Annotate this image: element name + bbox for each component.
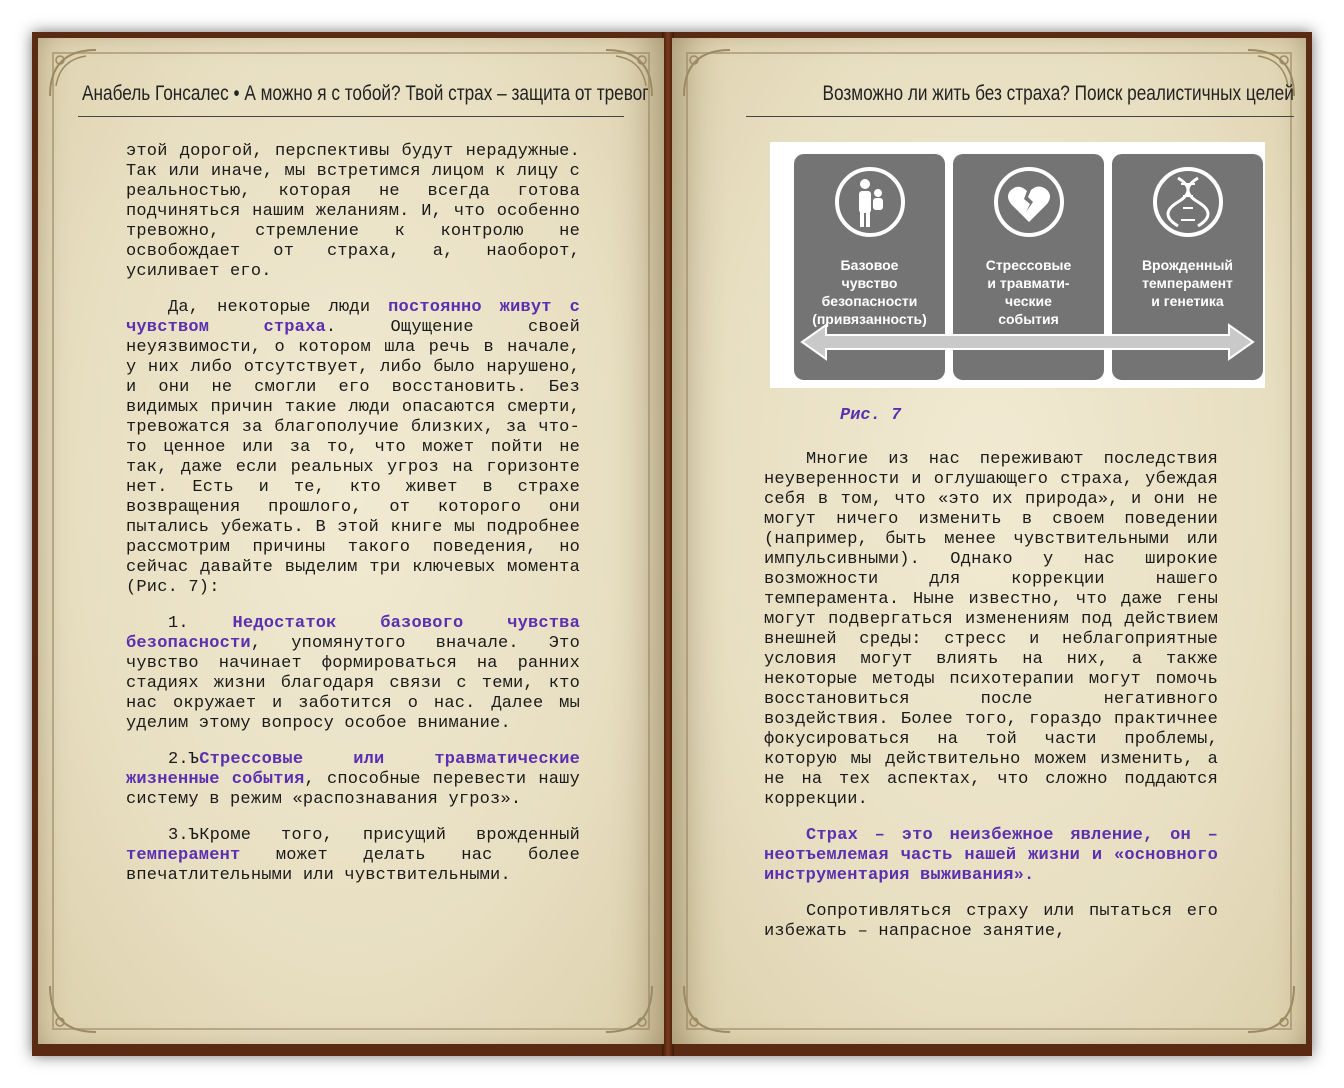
left-page bbox=[38, 38, 664, 1044]
text-run: , способные перевести нашу систему в режим «распознавания угроз». bbox=[126, 770, 580, 809]
text-run: Да, некоторые люди bbox=[168, 298, 389, 317]
ornament-corner-icon bbox=[46, 982, 100, 1036]
panel-label: Врожденный темперамент и генетика bbox=[1141, 257, 1234, 309]
list-number: 2.Ъ bbox=[168, 750, 200, 769]
highlighted-paragraph: Страх – это неизбежное явление, он – неотъемлемая часть нашей жизни и «основного инструментария выживания». bbox=[764, 826, 1218, 885]
running-header: Возможно ли жить без страха? Поиск реалистичных целей bbox=[822, 82, 1294, 105]
left-body-text bbox=[126, 142, 580, 902]
paragraph bbox=[126, 298, 580, 598]
dna-icon bbox=[1152, 166, 1224, 238]
ornament-corner-icon bbox=[680, 46, 734, 100]
broken-heart-icon bbox=[993, 166, 1065, 238]
text-run: . Ощущение своей неуязвимости, о котором шла речь в начале, у них либо отсутствует, либо было нарушено, и они не смогли его восстановить. Без видимых причин такие люди опасаются смерти, тревожатся за благополучие близких, за что-то ценное или за то, что может пойти не так, даже если реальных угроз на горизонте нет. Есть и те, кто живет в страхе возвращения прошлого, от которого они пытались убежать. В этой книге мы подробнее рассмотрим причины такого поведения, но сейчас давайте выделим три ключевых момента (Рис. 7): bbox=[126, 318, 580, 597]
list-item bbox=[126, 750, 580, 810]
highlighted-phrase: Стрессовые или травматические жизненные события bbox=[126, 750, 580, 789]
double-arrow-icon bbox=[800, 322, 1255, 362]
list-item bbox=[126, 826, 580, 886]
highlighted-phrase: Недостаток базового чувства безопасности bbox=[126, 614, 580, 653]
highlighted-phrase: темперамент bbox=[126, 846, 241, 865]
figure-diagram bbox=[770, 142, 1265, 388]
ornament-corner-icon bbox=[1244, 982, 1298, 1036]
list-number: 1. bbox=[168, 614, 233, 633]
ornament-corner-icon bbox=[602, 982, 656, 1036]
paragraph: Сопротивляться страху или пытаться его избежать – напрасное занятие, bbox=[764, 902, 1218, 941]
ornament-corner-icon bbox=[680, 982, 734, 1036]
paragraph: Многие из нас переживают последствия неуверенности и оглушающего страха, убеждая себя в том, что «это их природа», и они не могут ничего изменить в своем поведении (например, быть менее чувствительными или импульсивными). Однако у нас широкие возможности для коррекции нашего темперамента. Ныне известно, что даже гены могут подвергаться изменениям под действием внешней среды: стресс и неблагоприятные условия могут влиять на них, а также некоторые методы психотерапии могут помочь восстановиться после негативного воздействия. Более того, гораздо практичнее фокусироваться на той части проблемы, которую мы действительно можем изменить, а не на тех аспектах, что сложно поддаются коррекции. bbox=[764, 450, 1218, 809]
paragraph: этой дорогой, перспективы будут нерадужные. Так или иначе, мы встретимся лицом к лицу с реальностью, которая не всегда готова подчиняться нашим желаниям. И, что особенно тревожно, стремление к контролю не освобождает от страха, а, наоборот, усиливает его. bbox=[126, 142, 580, 281]
header-rule bbox=[746, 116, 1294, 117]
right-page bbox=[672, 38, 1306, 1044]
header-rule bbox=[78, 116, 624, 117]
highlighted-phrase: постоянно живут с чувством страха bbox=[126, 298, 580, 337]
text-run: может делать нас более впечатлительными или чувствительными. bbox=[126, 846, 580, 885]
list-number: 3.ЪКроме того, присущий врожденный bbox=[168, 826, 580, 845]
panel-label: Базовое чувство безопасности (привязанность) bbox=[812, 257, 927, 327]
list-item bbox=[126, 614, 580, 734]
book bbox=[32, 32, 1312, 1056]
panel-label: Стрессовые и травмати- ческие события bbox=[985, 257, 1072, 327]
text-run: , упомянутого вначале. Это чувство начинает формироваться на ранних стадиях жизни благодаря связи с теми, кто нас окружает и заботится о нас. Далее мы уделим этому вопросу особое внимание. bbox=[126, 634, 580, 733]
right-body-text bbox=[764, 450, 1218, 958]
figure-caption: Рис. 7 bbox=[840, 406, 902, 425]
running-header: Анабель Гонсалес • А можно я с тобой? Твой страх – защита от тревог bbox=[82, 82, 649, 105]
parent-child-icon bbox=[834, 166, 906, 238]
